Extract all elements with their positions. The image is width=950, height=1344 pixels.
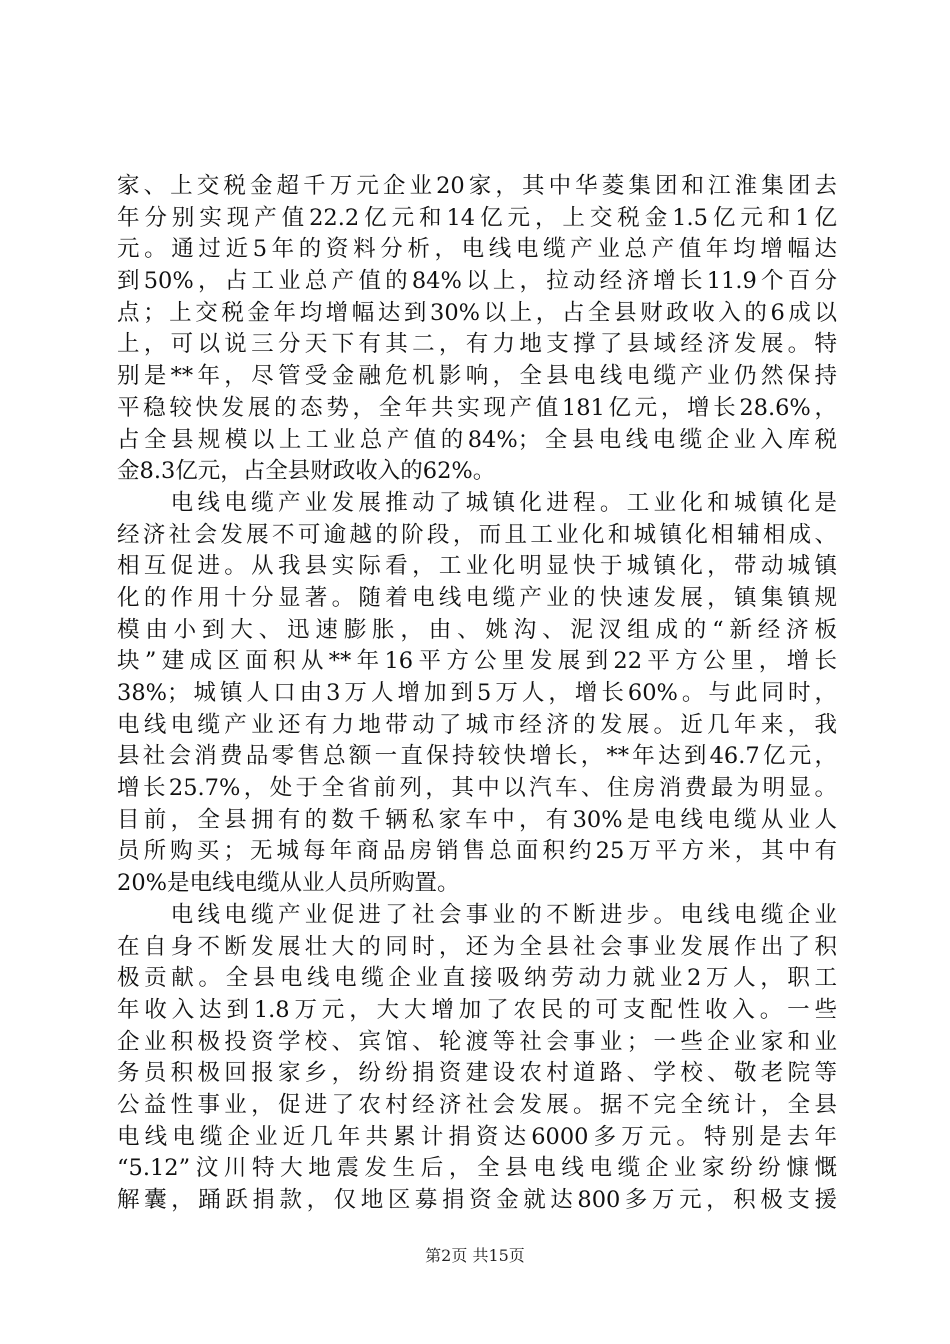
text-line: 年分别实现产值22.2亿元和14亿元，上交税金1.5亿元和1亿 [117,204,837,231]
paragraph-start-line: 电线电缆产业发展推动了城镇化进程。工业化和城镇化是 [117,489,837,516]
text-line: 企业积极投资学校、宾馆、轮渡等社会事业；一些企业家和业 [117,1028,837,1055]
text-line: 上，可以说三分天下有其二，有力地支撑了县域经济发展。特 [117,331,837,358]
text-line: 块”建成区面积从**年16平方公里发展到22平方公里，增长 [117,648,837,675]
text-line: 目前，全县拥有的数千辆私家车中，有30%是电线电缆从业人 [117,806,837,833]
text-line: 解囊，踊跃捐款，仅地区募捐资金就达800多万元，积极支援 [117,1187,837,1213]
text-line: 县社会消费品零售总额一直保持较快增长，**年达到46.7亿元， [117,743,837,770]
text-line: 公益性事业，促进了农村经济社会发展。据不完全统计，全县 [117,1091,837,1118]
text-line: 经济社会发展不可逾越的阶段，而且工业化和城镇化相辅相成、 [117,521,837,548]
text-line: 相互促进。从我县实际看，工业化明显快于城镇化，带动城镇 [117,553,837,580]
text-line: 在自身不断发展壮大的同时，还为全县社会事业发展作出了积 [117,933,837,960]
text-line: 极贡献。全县电线电缆企业直接吸纳劳动力就业2万人，职工 [117,965,837,992]
text-line: 电线电缆产业还有力地带动了城市经济的发展。近几年来，我 [117,711,837,738]
text-line: 点；上交税金年均增幅达到30%以上，占全县财政收入的6成以 [117,299,837,326]
text-line: 年收入达到1.8万元，大大增加了农民的可支配性收入。一些 [117,996,837,1023]
paragraph-start-line: 电线电缆产业促进了社会事业的不断进步。电线电缆企业 [117,901,837,928]
text-line: 电线电缆企业近几年共累计捐资达6000多万元。特别是去年 [117,1123,837,1150]
text-line: 务员积极回报家乡，纷纷捐资建设农村道路、学校、敬老院等 [117,1060,837,1087]
text-line: 模由小到大、迅速膨胀，由、姚沟、泥汊组成的“新经济板 [117,616,837,643]
text-line: 平稳较快发展的态势，全年共实现产值181亿元，增长28.6%， [117,394,837,421]
paragraph-end-line: 金8.3亿元，占全县财政收入的62%。 [117,458,496,485]
text-line: 元。通过近5年的资料分析，电线电缆产业总产值年均增幅达 [117,236,837,263]
text-line: 38%；城镇人口由3万人增加到5万人，增长60%。与此同时， [117,680,837,706]
body-text [117,171,837,1217]
text-line: 占全县规模以上工业总产值的84%；全县电线电缆企业入库税 [117,426,837,453]
text-line: 员所购买；无城每年商品房销售总面积约25万平方米，其中有 [117,838,837,865]
text-line: 家、上交税金超千万元企业20家，其中华菱集团和江淮集团去 [117,173,837,199]
text-line: 到50%，占工业总产值的84%以上，拉动经济增长11.9个百分 [117,268,837,295]
page-number-footer: 第2页 共15页 [425,1246,525,1265]
text-line: 别是**年，尽管受金融危机影响，全县电线电缆产业仍然保持 [117,363,837,390]
text-line: 化的作用十分显著。随着电线电缆产业的快速发展，镇集镇规 [117,584,837,611]
paragraph-end-line: 20%是电线电缆从业人员所购置。 [117,870,460,897]
text-line: 增长25.7%，处于全省前列，其中以汽车、住房消费最为明显。 [117,775,837,802]
text-line: “5.12”汶川特大地震发生后，全县电线电缆企业家纷纷慷慨 [117,1155,837,1182]
